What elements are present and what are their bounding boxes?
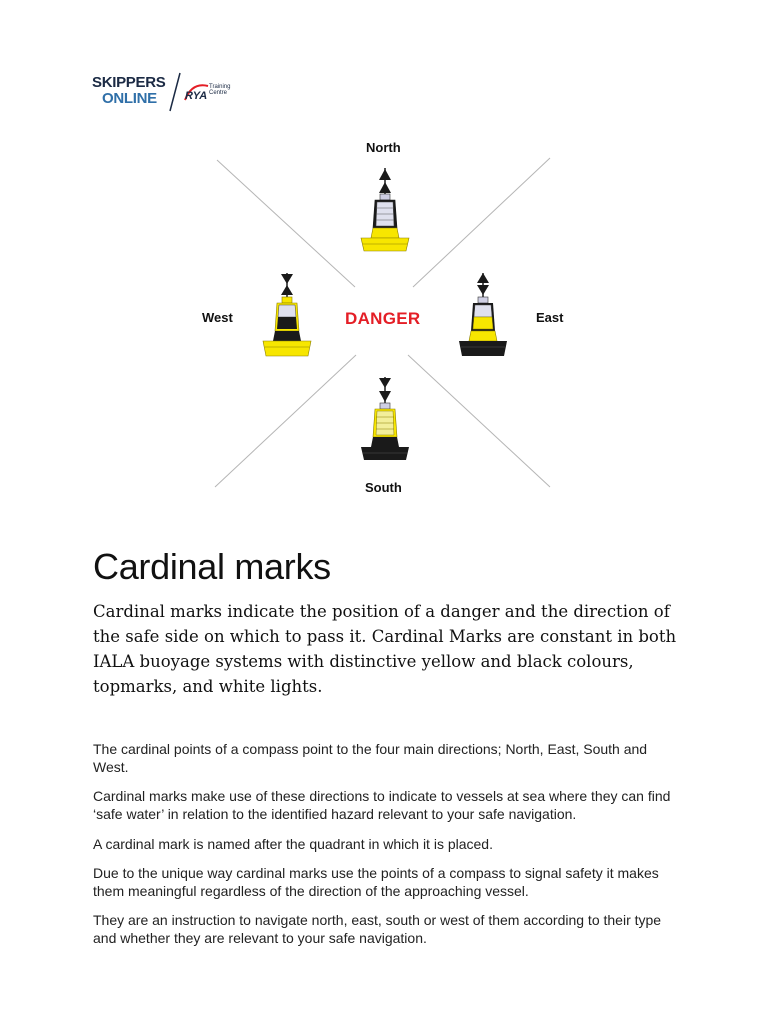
danger-label: DANGER <box>345 309 421 328</box>
west-buoy-icon <box>263 273 311 356</box>
west-label: West <box>202 310 233 325</box>
north-buoy-icon <box>361 168 409 251</box>
body-paragraph: A cardinal mark is named after the quadrant in which it is placed. <box>93 836 493 852</box>
intro-paragraph: Cardinal marks indicate the position of a danger and the direction of the safe side on which to pass it. Cardinal Marks are constant in both IALA buoyage systems with distinctive yellow and black colours, topmarks, and white lights. <box>93 602 677 696</box>
logo-brand-line1: SKIPPERS <box>92 74 166 91</box>
body-paragraph: They are an instruction to navigate north, east, south or west of them according to their type and whether they are relevant to your safe navigation. <box>93 912 662 946</box>
rya-mark-text: RYA <box>185 90 208 102</box>
cardinal-marks-diagram <box>180 130 590 505</box>
page-title: Cardinal marks <box>93 546 331 587</box>
quadrant-line-ne <box>413 158 550 287</box>
quadrant-line-nw <box>217 160 355 287</box>
quadrant-line-se <box>408 355 550 487</box>
quadrant-line-sw <box>215 355 356 487</box>
south-buoy-icon <box>361 377 409 460</box>
rya-training-centre-text: Training Centre <box>209 84 231 96</box>
logo-divider-icon <box>168 72 182 112</box>
body-paragraph: Due to the unique way cardinal marks use the points of a compass to signal safety it makes them meaningful regardless of the direction of the approaching vessel. <box>93 865 659 899</box>
body-paragraph: Cardinal marks make use of these directions to indicate to vessels at sea where they can find ‘safe water’ in relation to the identified hazard relevant to your safe navigation. <box>93 788 671 822</box>
north-label: North <box>366 140 401 155</box>
rya-logo-icon <box>184 80 210 104</box>
skippers-online-logo <box>92 72 242 114</box>
body-paragraph: The cardinal points of a compass point to the four main directions; North, East, South and West. <box>93 741 648 775</box>
east-buoy-icon <box>459 273 507 356</box>
east-label: East <box>536 310 564 325</box>
south-label: South <box>365 480 402 495</box>
logo-brand-line2: ONLINE <box>102 90 157 107</box>
